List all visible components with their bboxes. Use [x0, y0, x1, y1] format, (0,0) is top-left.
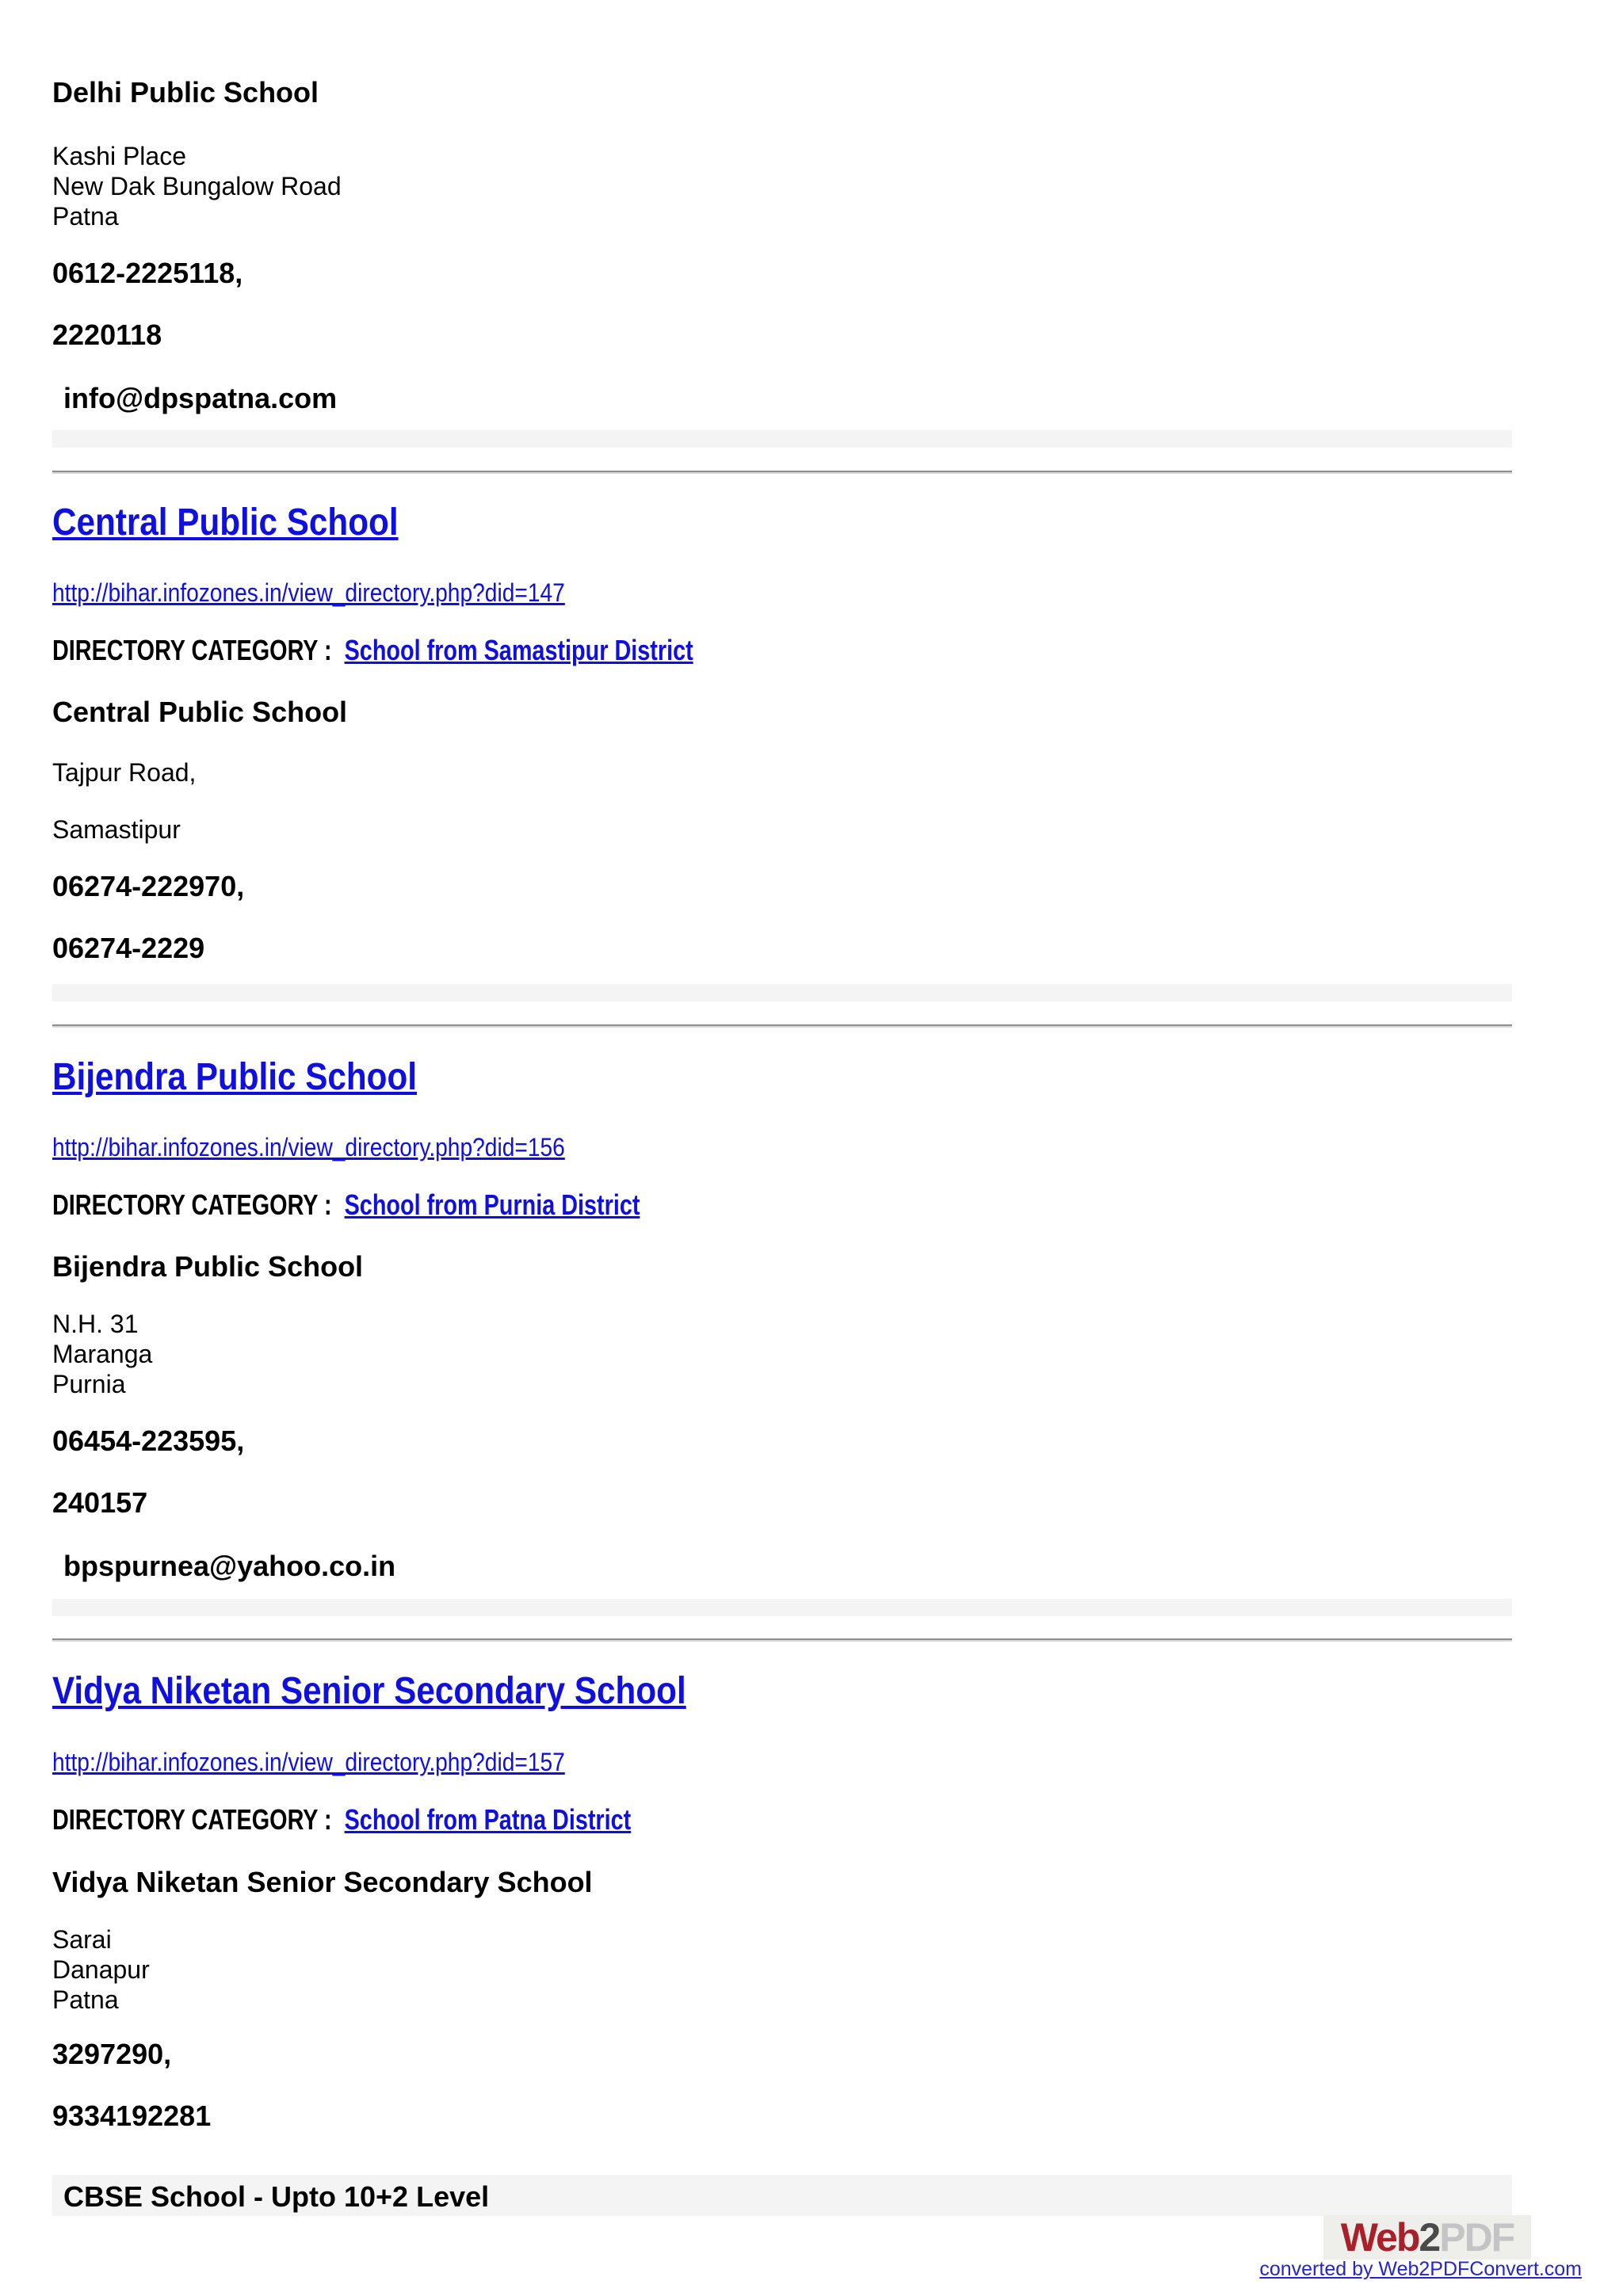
entry-url	[52, 578, 635, 608]
directory-category-label: DIRECTORY CATEGORY :	[52, 1803, 332, 1836]
address-line: Patna	[52, 1985, 119, 2014]
address-line: Sarai	[52, 1925, 112, 1954]
directory-url-link[interactable]: http://bihar.infozones.in/view_directory.php?did=156	[52, 1133, 565, 1161]
address-line: New Dak Bungalow Road	[52, 172, 342, 200]
school-name-heading: Delhi Public School	[52, 76, 319, 109]
directory-category-row	[52, 1188, 787, 1222]
address-line: Samastipur	[52, 815, 181, 844]
address-line: Purnia	[52, 1370, 126, 1398]
school-name-heading: Central Public School	[52, 696, 348, 728]
phone-line: 06274-222970,	[52, 870, 245, 902]
entry-url	[52, 1748, 635, 1777]
directory-url-link[interactable]: http://bihar.infozones.in/view_directory.php?did=157	[52, 1748, 565, 1776]
address-line: Patna	[52, 202, 119, 231]
entry-title	[52, 501, 445, 544]
school-name-heading: Bijendra Public School	[52, 1250, 364, 1283]
entry-title	[52, 1055, 467, 1099]
section-divider	[52, 471, 1512, 472]
phone-line: 0612-2225118,	[52, 257, 243, 289]
web2pdf-logo-web: Web	[1340, 2215, 1419, 2260]
phone-line: 06454-223595,	[52, 1425, 245, 1457]
directory-category-row	[52, 634, 854, 667]
school-level-band	[52, 2175, 1512, 2216]
address-block	[52, 141, 342, 231]
school-title-link[interactable]: Central Public School	[52, 502, 399, 543]
section-divider	[52, 1024, 1512, 1026]
directory-category-link[interactable]: School from Patna District	[344, 1803, 632, 1836]
email-line: bpspurnea@yahoo.co.in	[63, 1550, 396, 1582]
address-block	[52, 1924, 150, 2015]
directory-category-label: DIRECTORY CATEGORY :	[52, 1188, 332, 1221]
phone-line: 06274-2229	[52, 932, 205, 964]
school-title-link[interactable]: Vidya Niketan Senior Secondary School	[52, 1670, 686, 1712]
web2pdf-logo-pdf: PDF	[1439, 2215, 1514, 2260]
directory-category-link[interactable]: School from Samastipur District	[344, 634, 693, 666]
directory-url-link[interactable]: http://bihar.infozones.in/view_directory.php?did=147	[52, 578, 565, 607]
address-line: Tajpur Road,	[52, 758, 197, 787]
address-line: N.H. 31	[52, 1310, 139, 1338]
phone-line: 3297290,	[52, 2038, 172, 2070]
web2pdf-logo-2: 2	[1419, 2215, 1440, 2260]
directory-category-link[interactable]: School from Purnia District	[344, 1188, 640, 1221]
school-name-heading: Vidya Niketan Senior Secondary School	[52, 1866, 593, 1898]
converted-by-link[interactable]: converted by Web2PDFConvert.com	[1259, 2258, 1582, 2280]
entry-url	[52, 1133, 635, 1162]
phone-line: 2220118	[52, 318, 162, 351]
section-separator-bar	[52, 984, 1512, 1001]
cbse-level-line: CBSE School - Upto 10+2 Level	[63, 2180, 490, 2213]
address-line: Danapur	[52, 1955, 150, 1984]
entry-title	[52, 1669, 773, 1713]
web2pdf-logo[interactable]	[1323, 2215, 1531, 2260]
email-line: info@dpspatna.com	[63, 382, 338, 414]
section-separator-bar	[52, 1599, 1512, 1616]
address-line: Kashi Place	[52, 142, 186, 170]
phone-line: 9334192281	[52, 2100, 212, 2132]
phone-line: 240157	[52, 1486, 148, 1519]
directory-category-row	[52, 1803, 776, 1836]
address-block	[52, 1309, 152, 1399]
section-separator-bar	[52, 430, 1512, 448]
school-title-link[interactable]: Bijendra Public School	[52, 1056, 418, 1098]
directory-category-label: DIRECTORY CATEGORY :	[52, 634, 332, 666]
section-divider	[52, 1638, 1512, 1640]
address-line: Maranga	[52, 1340, 153, 1368]
